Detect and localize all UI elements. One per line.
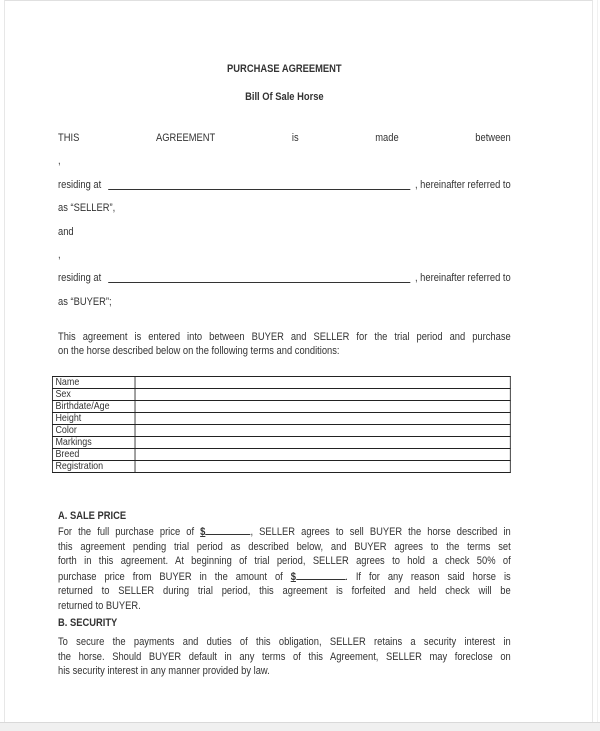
party-text-line: as “SELLER”, xyxy=(58,202,116,215)
word: is xyxy=(291,132,299,144)
hereinafter-text: , hereinafter referred to xyxy=(414,178,511,191)
horse-description-table xyxy=(55,376,511,473)
table-value-cell[interactable] xyxy=(135,449,510,461)
sale-price-paragraph xyxy=(58,524,511,614)
security-paragraph xyxy=(58,635,511,679)
table-value-cell[interactable] xyxy=(135,401,510,413)
residing-at-line xyxy=(58,271,511,285)
table-row xyxy=(52,413,510,425)
paragraph-line: returned to BUYER. xyxy=(58,599,141,612)
table-value-cell[interactable] xyxy=(135,461,510,473)
table-row xyxy=(52,461,510,473)
paragraph-line: To secure the payments and duties of this obligation, SELLER retains a security interest in xyxy=(58,636,511,648)
table-row xyxy=(52,437,510,449)
table-value-cell[interactable] xyxy=(135,425,510,437)
party-text-line: and xyxy=(58,225,74,238)
table-label-cell: Breed xyxy=(52,449,135,461)
intro-paragraph xyxy=(58,330,511,358)
table-value-cell[interactable] xyxy=(135,413,510,425)
document-page xyxy=(4,0,593,723)
table-row xyxy=(52,377,510,389)
fill-in-blank[interactable] xyxy=(205,524,250,535)
address-fill-in-blank[interactable] xyxy=(108,178,411,190)
word: AGREEMENT xyxy=(155,132,216,144)
table-value-cell[interactable] xyxy=(135,389,510,401)
table-label-cell: Sex xyxy=(52,389,135,401)
paragraph-line: This agreement is entered into between BUYER and SELLER for the trial period and purchase xyxy=(58,331,511,343)
party-text-line: , xyxy=(58,248,61,261)
emphasized-text: $ xyxy=(290,570,296,583)
word: THIS xyxy=(58,132,80,144)
text-segment: For the full purchase price of xyxy=(58,526,201,538)
emphasized-text: $ xyxy=(200,526,206,538)
table-row xyxy=(52,425,510,437)
word: made xyxy=(375,132,399,144)
residing-at-label: residing at xyxy=(58,178,102,191)
horse-attributes-table xyxy=(52,376,511,473)
table-row xyxy=(52,449,510,461)
table-label-cell: Name xyxy=(52,377,135,389)
table-value-cell[interactable] xyxy=(135,437,510,449)
residing-at-label: residing at xyxy=(58,272,102,285)
paragraph-line: this agreement pending trial period as described below, and BUYER agrees to the terms set xyxy=(58,540,511,553)
fill-in-blank[interactable] xyxy=(296,569,345,580)
security-heading: B. SECURITY xyxy=(58,617,118,629)
paragraph-line xyxy=(58,569,511,585)
table-label-cell: Birthdate/Age xyxy=(52,401,135,413)
paragraph-line: forth in this agreement. At beginning of trial period, SELLER agrees to hold a check 50% of xyxy=(58,555,511,568)
table-label-cell: Color xyxy=(52,425,135,437)
paragraph-line: his security interest in any manner provided by law. xyxy=(58,665,270,678)
text-segment: , SELLER agrees to sell BUYER the horse described in xyxy=(250,526,511,538)
party-text-line: as “BUYER”; xyxy=(58,295,112,308)
table-label-cell: Height xyxy=(52,413,135,425)
paragraph-line xyxy=(58,524,511,540)
paragraph-line: returned to SELLER during trial period, this agreement is forfeited and held check will be xyxy=(58,585,511,598)
justified-phrase-line xyxy=(58,131,511,145)
table-label-cell: Registration xyxy=(52,461,135,473)
sale-price-heading: A. SALE PRICE xyxy=(58,510,127,522)
document-title: PURCHASE AGREEMENT xyxy=(227,63,342,75)
hereinafter-text: , hereinafter referred to xyxy=(414,272,511,285)
document-subtitle: Bill Of Sale Horse xyxy=(245,91,324,103)
address-fill-in-blank[interactable] xyxy=(108,271,411,283)
text-segment: purchase price from BUYER in the amount of xyxy=(58,570,291,583)
page-edge-line xyxy=(597,0,598,722)
paragraph-line: the horse. Should BUYER default in any terms of this Agreement, SELLER may foreclose on xyxy=(58,650,511,663)
table-label-cell: Markings xyxy=(52,437,135,449)
party-text-line: , xyxy=(58,155,61,168)
text-segment: . If for any reason said horse is xyxy=(345,570,511,583)
word: between xyxy=(475,132,511,144)
table-row xyxy=(52,401,510,413)
paragraph-line: on the horse described below on the following terms and conditions: xyxy=(58,345,340,358)
table-row xyxy=(52,389,510,401)
residing-at-line xyxy=(58,178,511,192)
table-value-cell[interactable] xyxy=(135,377,510,389)
parties-block xyxy=(58,131,511,318)
